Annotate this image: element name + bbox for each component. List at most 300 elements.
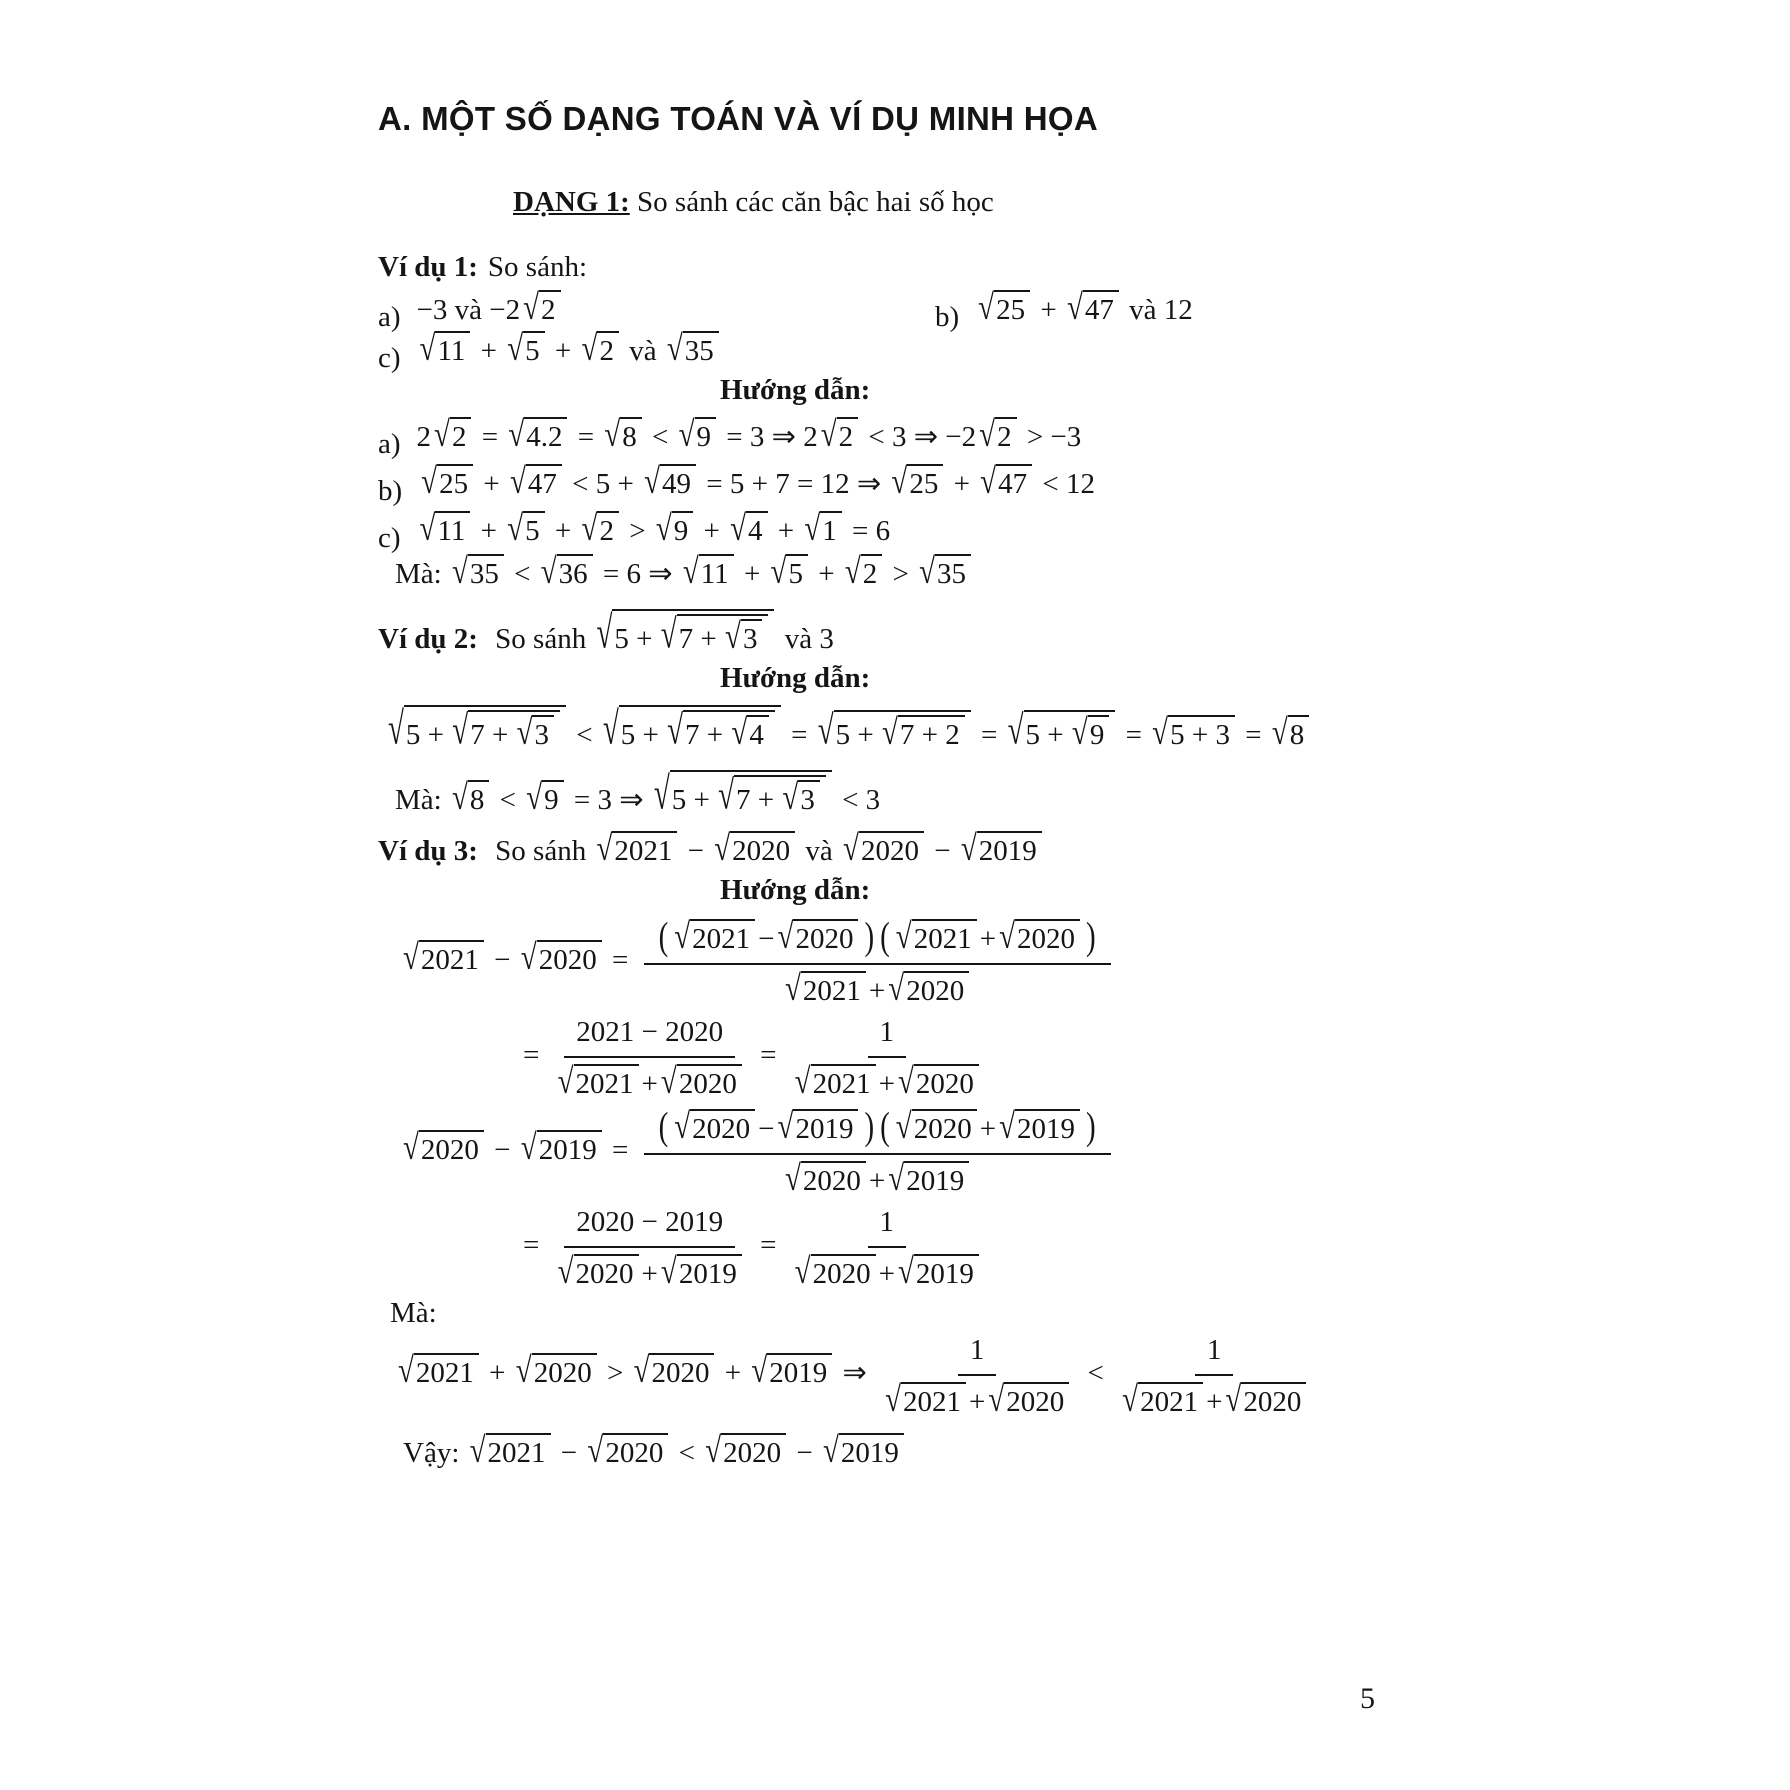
- sqrt: [1152, 712, 1235, 753]
- denominator: √ 2020 + √ 2019: [555, 1248, 745, 1291]
- radicand: 2020: [914, 1064, 979, 1100]
- radical-symbol: √: [507, 328, 524, 369]
- radical-symbol: √: [705, 1430, 722, 1471]
- solution1-ma: Mà: √ 35 < √ 36 = 6 ⇒ √ 11 + √ 5 + √ 2 > √ 35: [395, 554, 1558, 591]
- radical-symbol: √: [1066, 287, 1083, 328]
- radical-symbol: √: [509, 461, 526, 502]
- sqrt: [844, 551, 882, 592]
- radicand: 2021: [901, 1382, 966, 1418]
- radical-symbol: √: [520, 937, 537, 978]
- close-paren: ): [864, 915, 875, 959]
- close-paren: ): [1085, 1105, 1096, 1149]
- denominator: √ 2021 + √ 2020: [792, 1058, 982, 1101]
- example3-label: Ví dụ 3:: [378, 835, 478, 867]
- radical-symbol: √: [794, 1061, 811, 1102]
- radical-symbol: √: [419, 328, 436, 369]
- radicand: 2020: [1004, 1382, 1069, 1418]
- sqrt: [403, 1127, 484, 1168]
- radical-symbol: √: [785, 968, 801, 1009]
- sqrt: [731, 712, 768, 753]
- numerator: 2020 − 2019: [564, 1204, 735, 1248]
- sqrt: [1122, 1379, 1203, 1420]
- sqrt: [817, 708, 971, 754]
- radical-symbol: √: [777, 916, 794, 957]
- sqrt: [523, 287, 560, 328]
- radicand: 2019: [537, 1130, 602, 1166]
- radicand: 9: [1088, 715, 1110, 751]
- sqrt: [777, 916, 859, 957]
- denominator: √ 2021 + √ 2020: [1119, 1376, 1309, 1419]
- paren-content: √ 2021 − √ 2020: [668, 919, 864, 956]
- radical-symbol: √: [451, 777, 468, 818]
- radical-symbol: √: [421, 461, 438, 502]
- radicand: 5 + √ 9: [1024, 710, 1116, 751]
- example3-step2: = 2021 − 2020 √ 2021 + √ 2020 = 1 √ 2021 + √ 2020: [523, 1014, 1558, 1101]
- radical-symbol: √: [596, 828, 613, 869]
- radicand: 1: [820, 511, 842, 547]
- sqrt: [979, 414, 1016, 455]
- sqrt: [653, 768, 832, 820]
- fraction: [644, 917, 1111, 1008]
- radical-symbol: √: [843, 828, 859, 869]
- sqrt: [785, 968, 866, 1009]
- sqrt: [660, 1061, 742, 1102]
- sqrt: [557, 1251, 639, 1292]
- sqrt: [794, 1061, 876, 1102]
- denominator: √ 2021 + √ 2020: [782, 965, 972, 1008]
- radical-symbol: √: [596, 607, 613, 659]
- sqrt: [507, 328, 544, 369]
- radicand: 2021: [912, 919, 977, 955]
- sqrt: [888, 1158, 969, 1199]
- radicand: 5 + 3: [1168, 715, 1235, 751]
- sqrt: [674, 1106, 755, 1147]
- radical-symbol: √: [1122, 1379, 1139, 1420]
- radicand: 2021: [690, 919, 755, 955]
- page-number: 5: [1360, 1682, 1375, 1715]
- numerator: 1: [958, 1332, 997, 1376]
- sqrt: [469, 1430, 551, 1471]
- radicand: 2020: [859, 831, 924, 867]
- radical-symbol: √: [604, 414, 621, 455]
- radicand: 5 + √ 7 + 2: [834, 710, 971, 751]
- radical-symbol: √: [804, 508, 821, 549]
- radical-symbol: √: [507, 508, 524, 549]
- radicand: 36: [557, 554, 593, 590]
- radical-symbol: √: [587, 1430, 604, 1471]
- fraction: [644, 1107, 1111, 1198]
- radicand: 2019: [677, 1254, 742, 1290]
- sqrt: [508, 414, 567, 455]
- sqrt: [419, 508, 471, 549]
- radical-symbol: √: [1225, 1379, 1242, 1420]
- example2-label: Ví dụ 2:: [378, 623, 478, 655]
- solution1-b: [378, 461, 1558, 507]
- radical-symbol: √: [516, 712, 533, 753]
- radicand: 2: [837, 417, 859, 453]
- example1-item-b: [935, 287, 1193, 333]
- radicand: 7 + 2: [898, 715, 965, 751]
- radicand: 5: [786, 554, 808, 590]
- radical-symbol: √: [644, 461, 661, 502]
- sqrt: [515, 1350, 597, 1391]
- radicand: 8: [620, 417, 642, 453]
- sqrt: [714, 828, 795, 869]
- radical-symbol: √: [751, 1350, 768, 1391]
- radical-symbol: √: [602, 703, 619, 755]
- sqrt: [526, 777, 563, 818]
- example2-heading-math: So sánh √ 5 + √ 7 + √ 3 và 3: [495, 607, 834, 659]
- sqrt: [434, 414, 471, 455]
- sqrt: [999, 916, 1080, 957]
- guide-heading-3: Hướng dẫn:: [720, 874, 871, 906]
- open-paren: (: [658, 915, 669, 959]
- radical-symbol: √: [897, 1251, 914, 1292]
- radical-symbol: √: [980, 461, 997, 502]
- sqrt: [794, 1251, 876, 1292]
- solution-b-label: b): [378, 475, 403, 507]
- sqrt: [557, 1061, 639, 1102]
- item-a-math: −3 và −2 √ 2: [417, 290, 564, 327]
- sqrt: [419, 328, 471, 369]
- sqrt: [770, 551, 808, 592]
- example1-prompt: So sánh:: [487, 251, 588, 283]
- sqrt: [388, 703, 566, 755]
- radical-symbol: √: [731, 712, 748, 753]
- radicand: 47: [526, 464, 562, 500]
- example3-heading: [378, 828, 1558, 869]
- open-paren: (: [880, 915, 890, 959]
- radicand: 11: [699, 554, 734, 590]
- sqrt: [725, 616, 762, 657]
- sqrt: [919, 551, 971, 592]
- radical-symbol: √: [678, 414, 695, 455]
- sqrt: [587, 1430, 668, 1471]
- radical-symbol: √: [403, 937, 419, 978]
- paren-content: √ 2021 + √ 2020: [890, 919, 1086, 956]
- radicand: 2020: [537, 940, 602, 976]
- radical-symbol: √: [782, 777, 799, 818]
- sqrt: [509, 461, 562, 502]
- radical-symbol: √: [844, 551, 861, 592]
- item-b-label: b): [935, 301, 960, 333]
- paren-group: [658, 1105, 875, 1149]
- radical-symbol: √: [817, 708, 834, 754]
- radicand: 2021: [574, 1064, 639, 1100]
- sqrt: [820, 414, 858, 455]
- radicand: 2020: [574, 1254, 639, 1290]
- example1-items-ab: [378, 287, 1558, 333]
- radicand: 2: [597, 331, 619, 367]
- sqrt: [1225, 1379, 1306, 1420]
- radical-symbol: √: [1152, 712, 1169, 753]
- radicand: 9: [695, 417, 717, 453]
- dang-title: So sánh các căn bậc hai số học: [629, 186, 994, 218]
- sqrt: [581, 508, 619, 549]
- radicand: 2: [450, 417, 472, 453]
- radical-symbol: √: [1071, 712, 1088, 753]
- radicand: 35: [683, 331, 719, 367]
- example2-ma: Mà: √ 8 < √ 9 = 3 ⇒ √ 5 + √ 7 + √ 3 < 3: [395, 768, 881, 820]
- radicand: 3: [741, 619, 763, 655]
- radical-symbol: √: [888, 1158, 905, 1199]
- sqrt: [897, 1061, 979, 1102]
- radicand: 5 + √ 7 + √ 3: [670, 770, 832, 816]
- radical-symbol: √: [388, 703, 404, 755]
- example3-step4: = 2020 − 2019 √ 2020 + √ 2019 = 1 √ 2020 + √ 2019: [523, 1204, 1558, 1291]
- radicand: 2019: [839, 1433, 904, 1469]
- radical-symbol: √: [897, 1061, 914, 1102]
- dang-heading: [513, 186, 1558, 219]
- radicand: 2021: [486, 1433, 551, 1469]
- radical-symbol: √: [978, 287, 995, 328]
- sqrt: [667, 708, 775, 754]
- radicand: 5 + √ 7 + √ 3: [612, 609, 774, 655]
- sqrt: [843, 828, 924, 869]
- radicand: 2020: [912, 1109, 977, 1145]
- denominator: √ 2020 + √ 2019: [792, 1248, 982, 1291]
- numerator: [644, 1107, 1111, 1155]
- numerator: 1: [868, 1014, 907, 1058]
- radical-symbol: √: [960, 828, 977, 869]
- radical-symbol: √: [557, 1251, 574, 1292]
- radicand: 2020: [677, 1064, 742, 1100]
- radical-symbol: √: [674, 1106, 691, 1147]
- radicand: 2: [995, 417, 1017, 453]
- radical-symbol: √: [526, 777, 543, 818]
- fraction: [555, 1014, 745, 1101]
- radicand: 2019: [914, 1254, 979, 1290]
- sqrt: [666, 328, 719, 369]
- radical-symbol: √: [888, 968, 905, 1009]
- sqrt: [804, 508, 841, 549]
- radicand: 2019: [767, 1353, 832, 1389]
- radicand: 2019: [904, 1161, 969, 1197]
- sqrt: [520, 937, 602, 978]
- radical-symbol: √: [794, 1251, 811, 1292]
- sqrt: [540, 551, 593, 592]
- radicand: 4.2: [524, 417, 567, 453]
- sqrt: [718, 773, 826, 819]
- radicand: 2021: [419, 940, 484, 976]
- denominator: √ 2021 + √ 2020: [555, 1058, 745, 1101]
- radical-symbol: √: [988, 1379, 1005, 1420]
- fraction: [555, 1204, 745, 1291]
- example3-step1: √ 2021 − √ 2020 = ( √ 2021 − √ 2020 ) ( √ 2021 + √ 2020 ) √ 2021 + √ 2020: [400, 917, 1558, 1008]
- sqrt: [507, 508, 544, 549]
- paren-group: [880, 915, 1096, 959]
- sqrt: [999, 1106, 1080, 1147]
- radicand: 2020: [904, 971, 969, 1007]
- radical-symbol: √: [881, 712, 898, 753]
- numerator: 1: [1195, 1332, 1234, 1376]
- sqrt: [897, 1251, 979, 1292]
- radical-symbol: √: [725, 616, 741, 657]
- example3-heading-math: So sánh √ 2021 − √ 2020 và √ 2020 − √ 2019: [495, 835, 1045, 867]
- radicand: 9: [542, 780, 564, 816]
- sqrt: [978, 287, 1030, 328]
- sqrt: [782, 777, 819, 818]
- radical-symbol: √: [540, 551, 557, 592]
- sqrt: [682, 551, 734, 592]
- radicand: 2020: [649, 1353, 714, 1389]
- radicand: 2020: [603, 1433, 668, 1469]
- denominator: √ 2020 + √ 2019: [782, 1155, 972, 1198]
- guide-heading-1: Hướng dẫn:: [720, 374, 871, 406]
- radicand: 25: [994, 290, 1030, 326]
- radicand: 49: [660, 464, 696, 500]
- example2-chain: √ 5 + √ 7 + √ 3 < √ 5 + √ 7 + √ 4 = √ 5 + √ 7 + 2 = √ 5 + √ 9 = √ 5 + 3 = √ 8: [385, 705, 1558, 752]
- item-a-label: a): [378, 301, 401, 333]
- guide-heading-2: Hướng dẫn:: [720, 662, 871, 694]
- page-title: A. MỘT SỐ DẠNG TOÁN VÀ VÍ DỤ MINH HỌA: [378, 100, 1099, 137]
- sqrt: [1007, 708, 1116, 754]
- radicand: 2021: [811, 1064, 876, 1100]
- radicand: 35: [468, 554, 504, 590]
- radicand: 11: [435, 331, 470, 367]
- sqrt: [1071, 712, 1109, 753]
- radical-symbol: √: [523, 287, 540, 328]
- example2-heading: [378, 607, 1558, 659]
- radicand: 2020: [801, 1161, 866, 1197]
- radical-symbol: √: [667, 708, 684, 754]
- sqrt: [421, 461, 473, 502]
- sqrt: [674, 916, 755, 957]
- paren-content: √ 2020 + √ 2019: [890, 1109, 1086, 1146]
- sqrt: [730, 508, 767, 549]
- radicand: 25: [907, 464, 943, 500]
- solution1-c: [378, 508, 1558, 554]
- sqrt: [980, 461, 1032, 502]
- radicand: 5 + √ 7 + √ 4: [619, 705, 781, 751]
- radical-symbol: √: [508, 414, 525, 455]
- sqrt: [581, 328, 619, 369]
- radicand: 5: [523, 511, 545, 547]
- sqrt: [644, 461, 696, 502]
- sqrt: [785, 1158, 866, 1199]
- sqrt: [895, 916, 977, 957]
- radicand: 2021: [612, 831, 677, 867]
- sqrt: [452, 708, 560, 754]
- denominator: √ 2021 + √ 2020: [882, 1376, 1072, 1419]
- sqrt: [895, 1106, 977, 1147]
- radicand: 2021: [414, 1353, 479, 1389]
- paren-group: [658, 915, 875, 959]
- sqrt: [602, 703, 781, 755]
- radical-symbol: √: [682, 551, 699, 592]
- radicand: 7 + √ 4: [683, 710, 775, 751]
- paren-content: √ 2020 − √ 2019: [668, 1109, 864, 1146]
- example1-item-a: [378, 287, 935, 333]
- item-c-math: √ 11 + √ 5 + √ 2 và √ 35: [417, 331, 722, 368]
- sqrt: [660, 612, 769, 658]
- sqrt: [885, 1379, 966, 1420]
- radical-symbol: √: [660, 1251, 677, 1292]
- radicand: 5 + √ 7 + √ 3: [404, 705, 566, 751]
- example1-item-c: [378, 328, 1558, 374]
- sqrt: [1271, 712, 1309, 753]
- radical-symbol: √: [653, 768, 670, 820]
- radical-symbol: √: [770, 551, 787, 592]
- solution-c-math: √ 11 + √ 5 + √ 2 > √ 9 + √ 4 + √ 1 = 6: [419, 508, 891, 549]
- radical-symbol: √: [999, 916, 1015, 957]
- radicand: 2021: [1138, 1382, 1203, 1418]
- radical-symbol: √: [633, 1350, 650, 1391]
- radicand: 8: [468, 780, 490, 816]
- sqrt: [660, 1251, 742, 1292]
- radical-symbol: √: [581, 508, 598, 549]
- radicand: 2: [861, 554, 883, 590]
- radical-symbol: √: [515, 1350, 532, 1391]
- radicand: 2020: [690, 1109, 755, 1145]
- radical-symbol: √: [660, 1061, 677, 1102]
- radical-symbol: √: [469, 1430, 486, 1471]
- radicand: 2021: [801, 971, 866, 1007]
- sqrt: [596, 828, 677, 869]
- radical-symbol: √: [419, 508, 436, 549]
- example3-step3: √ 2020 − √ 2019 = ( √ 2020 − √ 2019 ) ( √ 2020 + √ 2019 ) √ 2020 + √ 2019: [400, 1107, 1558, 1198]
- example3-conclusion: Vậy: √ 2021 − √ 2020 < √ 2020 − √ 2019: [403, 1433, 1558, 1470]
- item-c-label: c): [378, 342, 401, 374]
- solution-b-math: √ 25 + √ 47 < 5 + √ 49 = 5 + 7 = 12 ⇒ √ 25 + √ 47 < 12: [421, 461, 1095, 502]
- radicand: 7 + √ 3: [677, 614, 769, 655]
- sqrt: [655, 508, 693, 549]
- radical-symbol: √: [660, 612, 677, 658]
- radical-symbol: √: [451, 551, 468, 592]
- radicand: 35: [935, 554, 971, 590]
- example1-heading: [378, 251, 1558, 284]
- numerator: [644, 917, 1111, 965]
- open-paren: (: [880, 1105, 890, 1149]
- radicand: 11: [435, 511, 470, 547]
- radical-symbol: √: [730, 508, 747, 549]
- solution-c-label: c): [378, 522, 401, 554]
- open-paren: (: [658, 1105, 669, 1149]
- radical-symbol: √: [718, 773, 735, 819]
- sqrt: [451, 551, 504, 592]
- solution-a-math: 2 √ 2 = √ 4.2 = √ 8 < √ 9 = 3 ⇒ 2 √ 2 < 3 ⇒ −2 √ 2 > −3: [416, 414, 1082, 455]
- radical-symbol: √: [785, 1158, 801, 1199]
- sqrt: [988, 1379, 1069, 1420]
- radicand: 2020: [730, 831, 795, 867]
- radicand: 2020: [419, 1130, 484, 1166]
- radicand: 4: [747, 715, 769, 751]
- radicand: 2020: [721, 1433, 786, 1469]
- radical-symbol: √: [820, 414, 837, 455]
- radicand: 2019: [977, 831, 1042, 867]
- sqrt: [451, 777, 489, 818]
- paren-group: [880, 1105, 1096, 1149]
- numerator: 2021 − 2020: [564, 1014, 735, 1058]
- sqrt: [881, 712, 965, 753]
- radicand: 5: [523, 331, 545, 367]
- fraction: [1119, 1332, 1309, 1419]
- sqrt: [516, 712, 554, 753]
- sqrt: [604, 414, 641, 455]
- radical-symbol: √: [999, 1106, 1015, 1147]
- sqrt: [960, 828, 1042, 869]
- example1-label: Ví dụ 1:: [378, 251, 478, 283]
- solution-a-label: a): [378, 428, 401, 460]
- numerator: 1: [868, 1204, 907, 1248]
- sqrt: [705, 1430, 786, 1471]
- radicand: 8: [1288, 715, 1310, 751]
- radical-symbol: √: [581, 328, 598, 369]
- radical-symbol: √: [655, 508, 672, 549]
- radical-symbol: √: [666, 328, 683, 369]
- radical-symbol: √: [891, 461, 908, 502]
- radical-symbol: √: [1271, 712, 1288, 753]
